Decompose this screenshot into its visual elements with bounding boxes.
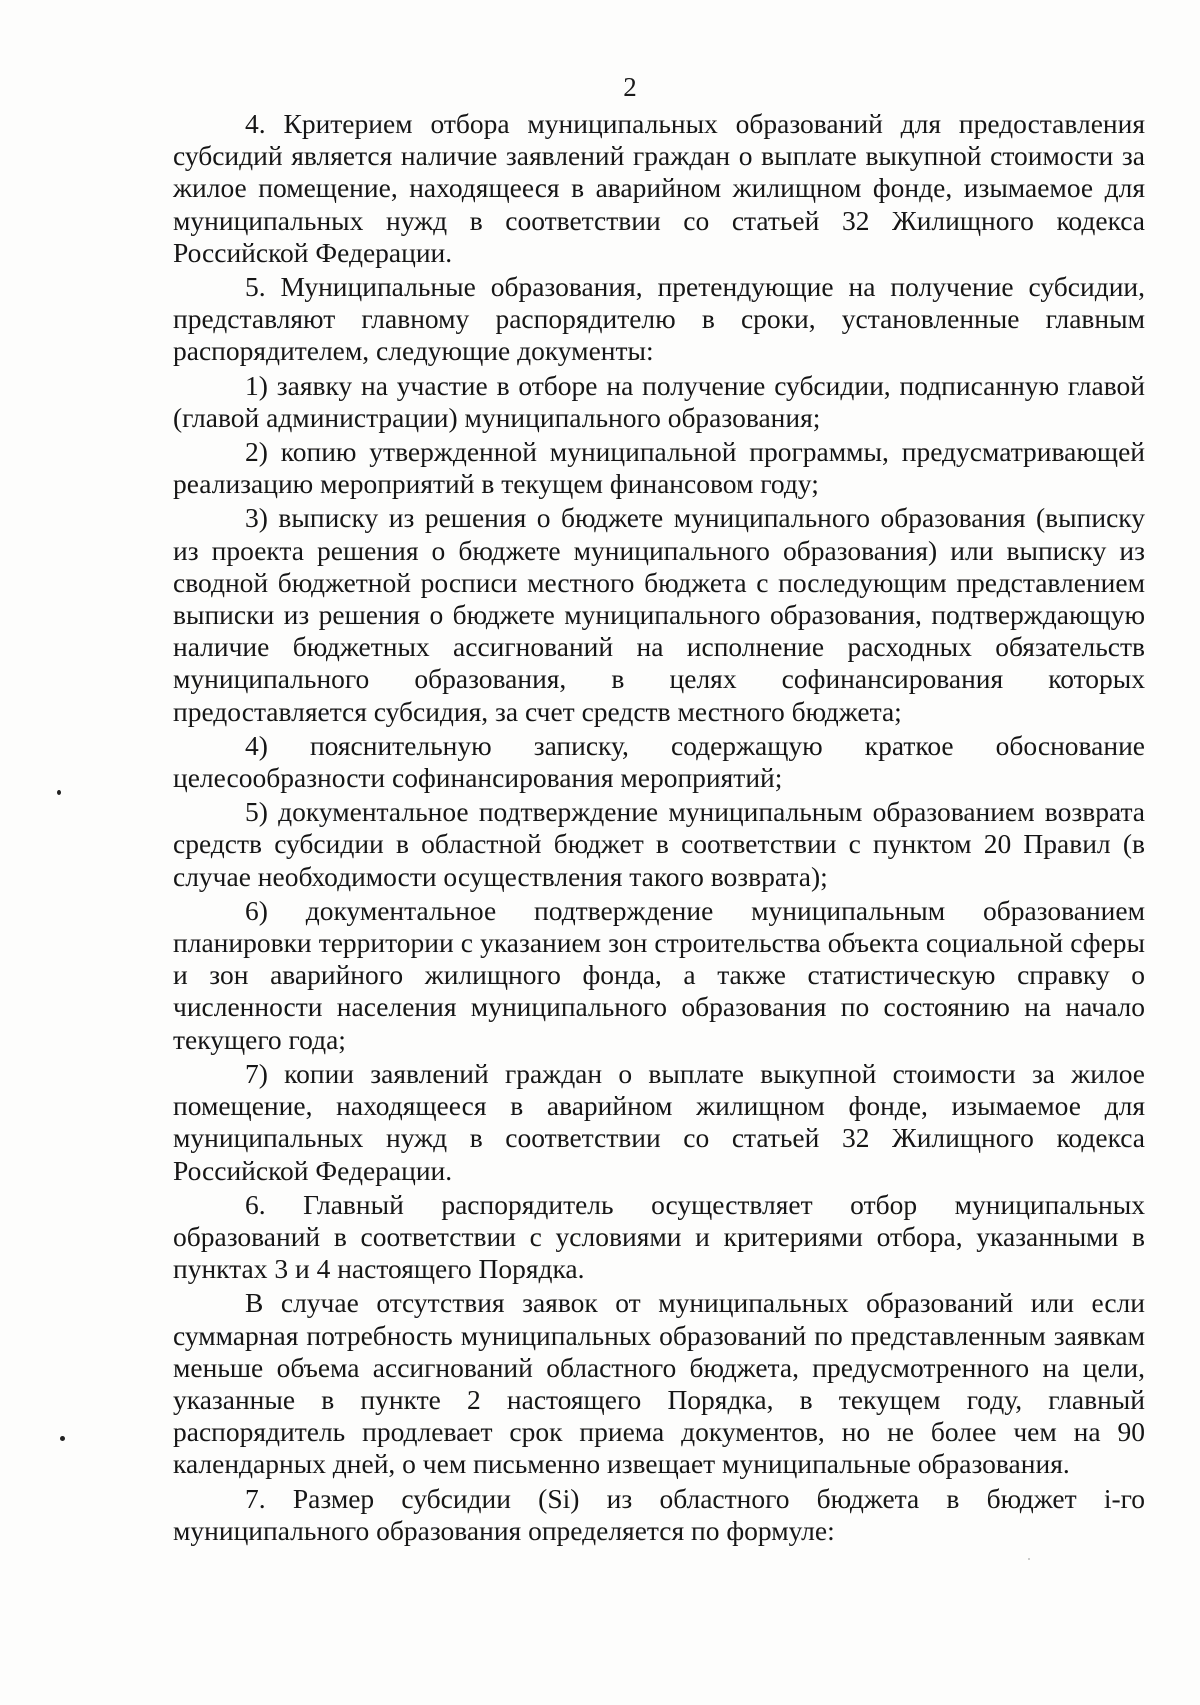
- list-item-3: 3) выписку из решения о бюджете муниципального образования (выписку из проекта решения о бюджете муниципального образования) или выписку из сводной бюджетной росписи местного бюджета с последующим представлением выписки из решения о бюджете муниципального образования, подтверждающую наличие бюджетных ассигнований на исполнение расходных обязательств муниципального образования, в целях софинансирования которых предоставляется субсидия, за счет средств местного бюджета;: [173, 502, 1145, 727]
- scan-speck: [1028, 1558, 1030, 1560]
- paragraph-selection: 6. Главный распорядитель осуществляет отбор муниципальных образований в соответствии с условиями и критериями отбора, указанными в пунктах 3 и 4 настоящего Порядка.: [173, 1188, 1145, 1285]
- list-item-7: 7) копии заявлений граждан о выплате выкупной стоимости за жилое помещение, находящееся в аварийном жилищном фонде, изымаемое для муниципальных нужд в соответствии со статьей 32 Жилищного кодекса Российской Федерации.: [173, 1057, 1145, 1186]
- document-body: [173, 108, 1145, 1547]
- list-item-1: 1) заявку на участие в отборе на получение субсидии, подписанную главой (главой администрации) муниципального образования;: [173, 369, 1145, 433]
- scan-speck: [60, 1436, 65, 1441]
- list-item-6: 6) документальное подтверждение муниципальным образованием планировки территории с указанием зон строительства объекта социальной сферы и зон аварийного жилищного фонда, а также статистическую справку о численности населения муниципального образования по состоянию на начало текущего года;: [173, 894, 1145, 1055]
- paragraph-no-applications: В случае отсутствия заявок от муниципальных образований или если суммарная потребность муниципальных образований по представленным заявкам меньше объема ассигнований областного бюджета, предусмотренного на цели, указанные в пункте 2 настоящего Порядка, в текущем году, главный распорядитель продлевает срок приема документов, но не более чем на 90 календарных дней, о чем письменно извещает муниципальные образования.: [173, 1287, 1145, 1480]
- list-item-4: 4) пояснительную записку, содержащую краткое обоснование целесообразности софинансирования мероприятий;: [173, 729, 1145, 794]
- paragraph-documents-intro: 5. Муниципальные образования, претендующие на получение субсидии, представляют главному распорядителю в сроки, установленные главным распорядителем, следующие документы:: [173, 271, 1145, 367]
- list-item-5: 5) документальное подтверждение муниципальным образованием возврата средств субсидии в областной бюджет в соответствии с пунктом 20 Правил (в случае необходимости осуществления такого возврата);: [173, 796, 1145, 892]
- page-number: 2: [623, 72, 637, 102]
- paragraph-subsidy-size: 7. Размер субсидии (Si) из областного бюджета в бюджет i-го муниципального образования определяется по формуле:: [173, 1482, 1145, 1546]
- paragraph-criterion: 4. Критерием отбора муниципальных образований для предоставления субсидий является наличие заявлений граждан о выплате выкупной стоимости за жилое помещение, находящееся в аварийном жилищном фонде, изымаемое для муниципальных нужд в соответствии со статьей 32 Жилищного кодекса Российской Федерации.: [173, 108, 1145, 268]
- list-item-2: 2) копию утвержденной муниципальной программы, предусматривающей реализацию мероприятий в текущем финансовом году;: [173, 436, 1145, 500]
- scan-speck: [57, 790, 61, 795]
